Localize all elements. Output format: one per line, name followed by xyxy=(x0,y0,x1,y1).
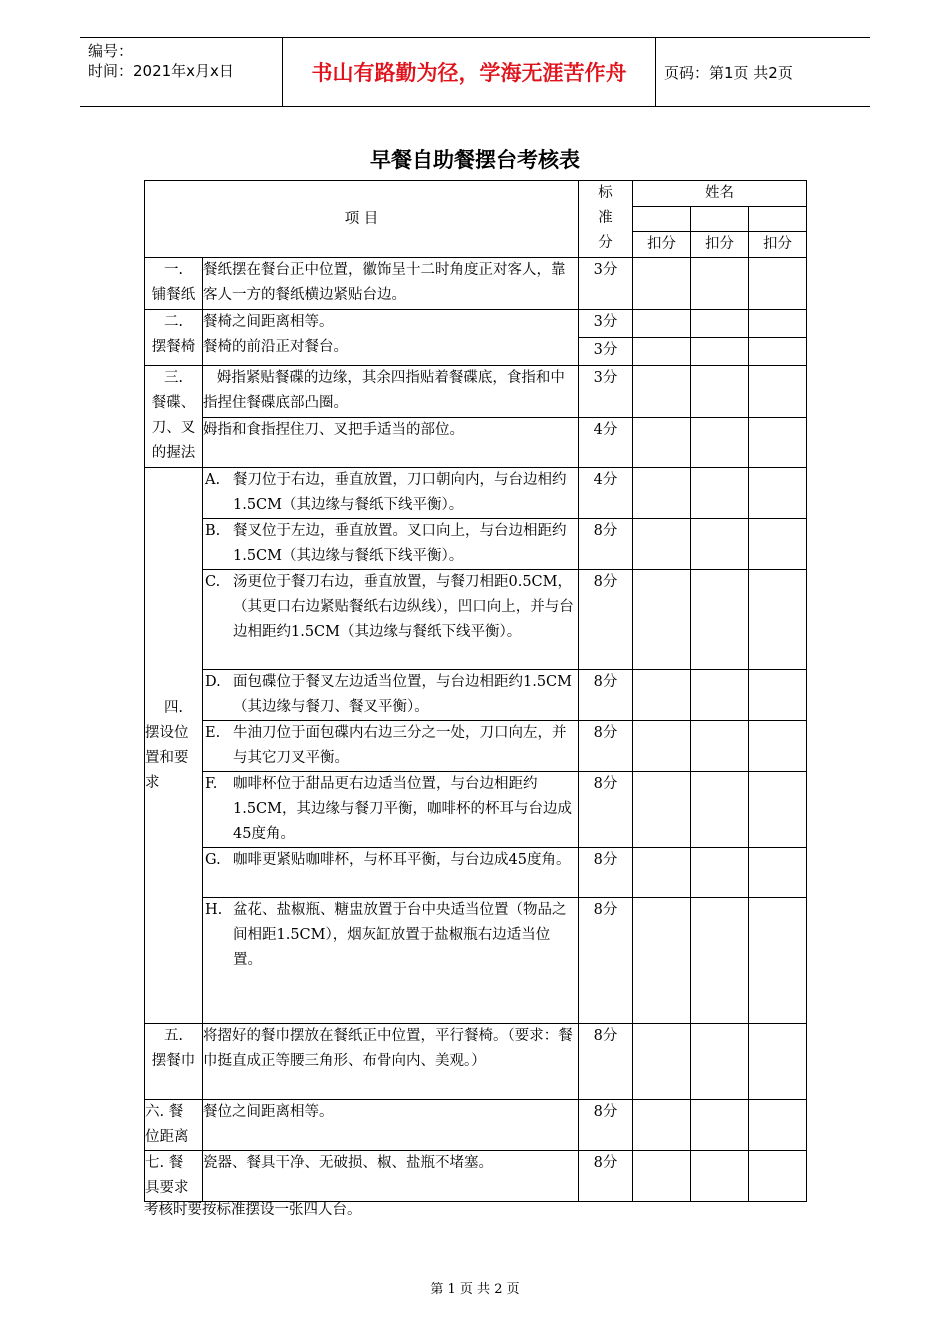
deduct-cell[interactable] xyxy=(749,468,807,519)
deduct-cell[interactable] xyxy=(749,898,807,1024)
deduct-cell[interactable] xyxy=(749,848,807,898)
deduct-cell[interactable] xyxy=(691,310,749,338)
deduct-cell[interactable] xyxy=(691,772,749,848)
row-score: 4分 xyxy=(579,468,633,519)
row-text: 姆指紧贴餐碟的边缘，其余四指贴着餐碟底，食指和中指捏住餐碟底部凸圈。 xyxy=(203,366,579,418)
sub-item-g: G. 咖啡更紧贴咖啡杯，与杯耳平衡，与台边成45度角。 xyxy=(203,848,579,898)
table-row xyxy=(145,570,807,670)
deduct-cell[interactable] xyxy=(749,310,807,338)
deduct-cell[interactable] xyxy=(749,1151,807,1202)
table-row xyxy=(145,258,807,310)
deduct-cell[interactable] xyxy=(691,258,749,310)
row-score: 8分 xyxy=(579,848,633,898)
table-row xyxy=(145,310,807,338)
deduct-cell[interactable] xyxy=(691,418,749,468)
row-score: 3分 xyxy=(579,258,633,310)
sub-item-e: E. 牛油刀位于面包碟内右边三分之一处，刀口向左，并与其它刀叉平衡。 xyxy=(203,721,579,772)
deduct-cell[interactable] xyxy=(633,1100,691,1151)
table-row xyxy=(145,1024,807,1100)
deduct-cell[interactable] xyxy=(691,468,749,519)
row-label: 四. 摆设位 置和要 求 xyxy=(145,468,203,1024)
row-score: 8分 xyxy=(579,519,633,570)
row-text: 餐椅之间距离相等。 餐椅的前沿正对餐台。 xyxy=(203,310,579,366)
row-label: 二. 摆餐椅 xyxy=(145,310,203,366)
header-meta xyxy=(80,38,280,106)
deduct-cell[interactable] xyxy=(691,1151,749,1202)
row-text: 瓷器、餐具干净、无破损、椒、盐瓶不堵塞。 xyxy=(203,1151,579,1202)
table-row xyxy=(145,1151,807,1202)
name-cell-3[interactable] xyxy=(749,207,807,232)
row-label: 六. 餐 位距离 xyxy=(145,1100,203,1151)
deduct-cell[interactable] xyxy=(633,898,691,1024)
deduct-header-1: 扣分 xyxy=(633,232,691,258)
row-score: 8分 xyxy=(579,1151,633,1202)
sub-item-h: H. 盆花、盐椒瓶、糖盅放置于台中央适当位置（物品之间相距1.5CM），烟灰缸放置于盐椒瓶右边适当位置。 xyxy=(203,898,579,1024)
assessment-table xyxy=(144,180,807,1202)
row-text: 餐纸摆在餐台正中位置，徽饰呈十二时角度正对客人，靠客人一方的餐纸横边紧贴台边。 xyxy=(203,258,579,310)
row-text: 将摺好的餐巾摆放在餐纸正中位置，平行餐椅。（要求：餐巾挺直成正等腰三角形、布骨向内、美观。） xyxy=(203,1024,579,1100)
sub-item-b: B. 餐叉位于左边，垂直放置。叉口向上，与台边相距约1.5CM（其边缘与餐纸下线平衡）。 xyxy=(203,519,579,570)
row-score: 3分 xyxy=(579,338,633,366)
table-row xyxy=(145,1100,807,1151)
deduct-cell[interactable] xyxy=(633,670,691,721)
row-score: 8分 xyxy=(579,570,633,670)
deduct-cell[interactable] xyxy=(633,468,691,519)
table-row xyxy=(145,772,807,848)
document-header xyxy=(80,37,870,107)
sub-item-c: C. 汤更位于餐刀右边，垂直放置，与餐刀相距0.5CM，（其更口右边紧贴餐纸右边纵线），凹口向上，并与台边相距约1.5CM（其边缘与餐纸下线平衡）。 xyxy=(203,570,579,670)
deduct-cell[interactable] xyxy=(633,772,691,848)
deduct-header-3: 扣分 xyxy=(749,232,807,258)
deduct-cell[interactable] xyxy=(633,338,691,366)
deduct-cell[interactable] xyxy=(749,1100,807,1151)
deduct-cell[interactable] xyxy=(749,519,807,570)
deduct-cell[interactable] xyxy=(749,670,807,721)
sub-item-f: F. 咖啡杯位于甜品更右边适当位置，与台边相距约1.5CM，其边缘与餐刀平衡，咖啡杯的杯耳与台边成45度角。 xyxy=(203,772,579,848)
std-header: 标 准 分 xyxy=(579,181,633,258)
row-text: 餐位之间距离相等。 xyxy=(203,1100,579,1151)
table-row xyxy=(145,670,807,721)
sub-item-a: A. 餐刀位于右边，垂直放置，刀口朝向内，与台边相约1.5CM（其边缘与餐纸下线平衡）。 xyxy=(203,468,579,519)
deduct-cell[interactable] xyxy=(633,310,691,338)
row-label: 七. 餐 具要求 xyxy=(145,1151,203,1202)
deduct-cell[interactable] xyxy=(633,366,691,418)
deduct-cell[interactable] xyxy=(633,848,691,898)
deduct-cell[interactable] xyxy=(691,898,749,1024)
row-score: 8分 xyxy=(579,1100,633,1151)
deduct-cell[interactable] xyxy=(633,1024,691,1100)
deduct-cell[interactable] xyxy=(691,338,749,366)
row-score: 4分 xyxy=(579,418,633,468)
row-label: 一. 铺餐纸 xyxy=(145,258,203,310)
name-cell-2[interactable] xyxy=(691,207,749,232)
row-score: 8分 xyxy=(579,721,633,772)
deduct-cell[interactable] xyxy=(691,670,749,721)
deduct-cell[interactable] xyxy=(633,519,691,570)
row-text: 姆指和食指捏住刀、叉把手适当的部位。 xyxy=(203,418,579,468)
row-score: 3分 xyxy=(579,310,633,338)
deduct-cell[interactable] xyxy=(749,1024,807,1100)
date-label: 时间：2021年x月x日 xyxy=(88,62,234,80)
deduct-cell[interactable] xyxy=(691,721,749,772)
deduct-cell[interactable] xyxy=(749,570,807,670)
deduct-cell[interactable] xyxy=(633,1151,691,1202)
footnote: 考核时要按标准摆设一张四人台。 xyxy=(144,1202,362,1218)
deduct-cell[interactable] xyxy=(691,1100,749,1151)
row-label: 三. 餐碟、 刀、叉 的握法 xyxy=(145,366,203,468)
deduct-header-2: 扣分 xyxy=(691,232,749,258)
table-row xyxy=(145,418,807,468)
table-row xyxy=(145,848,807,898)
deduct-cell[interactable] xyxy=(749,366,807,418)
page-footer: 第 1 页 共 2 页 xyxy=(430,1282,520,1297)
deduct-cell[interactable] xyxy=(749,418,807,468)
deduct-cell[interactable] xyxy=(691,848,749,898)
deduct-cell[interactable] xyxy=(691,1024,749,1100)
table-row xyxy=(145,721,807,772)
name-cell-1[interactable] xyxy=(633,207,691,232)
row-label: 五. 摆餐巾 xyxy=(145,1024,203,1100)
deduct-cell[interactable] xyxy=(691,366,749,418)
number-label: 编号： xyxy=(88,42,134,60)
deduct-cell[interactable] xyxy=(749,258,807,310)
table-row xyxy=(145,366,807,418)
row-score: 8分 xyxy=(579,898,633,1024)
item-header: 项 目 xyxy=(145,181,579,258)
sub-item-d: D. 面包碟位于餐叉左边适当位置，与台边相距约1.5CM（其边缘与餐刀、餐叉平衡）。 xyxy=(203,670,579,721)
deduct-cell[interactable] xyxy=(633,418,691,468)
deduct-cell[interactable] xyxy=(633,721,691,772)
deduct-cell[interactable] xyxy=(749,772,807,848)
motto: 书山有路勤为径，学海无涯苦作舟 xyxy=(282,38,656,106)
table-row xyxy=(145,519,807,570)
deduct-cell[interactable] xyxy=(691,519,749,570)
name-header: 姓名 xyxy=(633,181,807,207)
deduct-cell[interactable] xyxy=(749,721,807,772)
deduct-cell[interactable] xyxy=(691,570,749,670)
row-score: 8分 xyxy=(579,1024,633,1100)
row-score: 3分 xyxy=(579,366,633,418)
row-score: 8分 xyxy=(579,772,633,848)
page-title: 早餐自助餐摆台考核表 xyxy=(370,148,580,172)
table-row xyxy=(145,898,807,1024)
page-info: 页码：第1页 共2页 xyxy=(664,63,793,82)
deduct-cell[interactable] xyxy=(749,338,807,366)
row-score: 8分 xyxy=(579,670,633,721)
deduct-cell[interactable] xyxy=(633,258,691,310)
deduct-cell[interactable] xyxy=(633,570,691,670)
table-row xyxy=(145,468,807,519)
